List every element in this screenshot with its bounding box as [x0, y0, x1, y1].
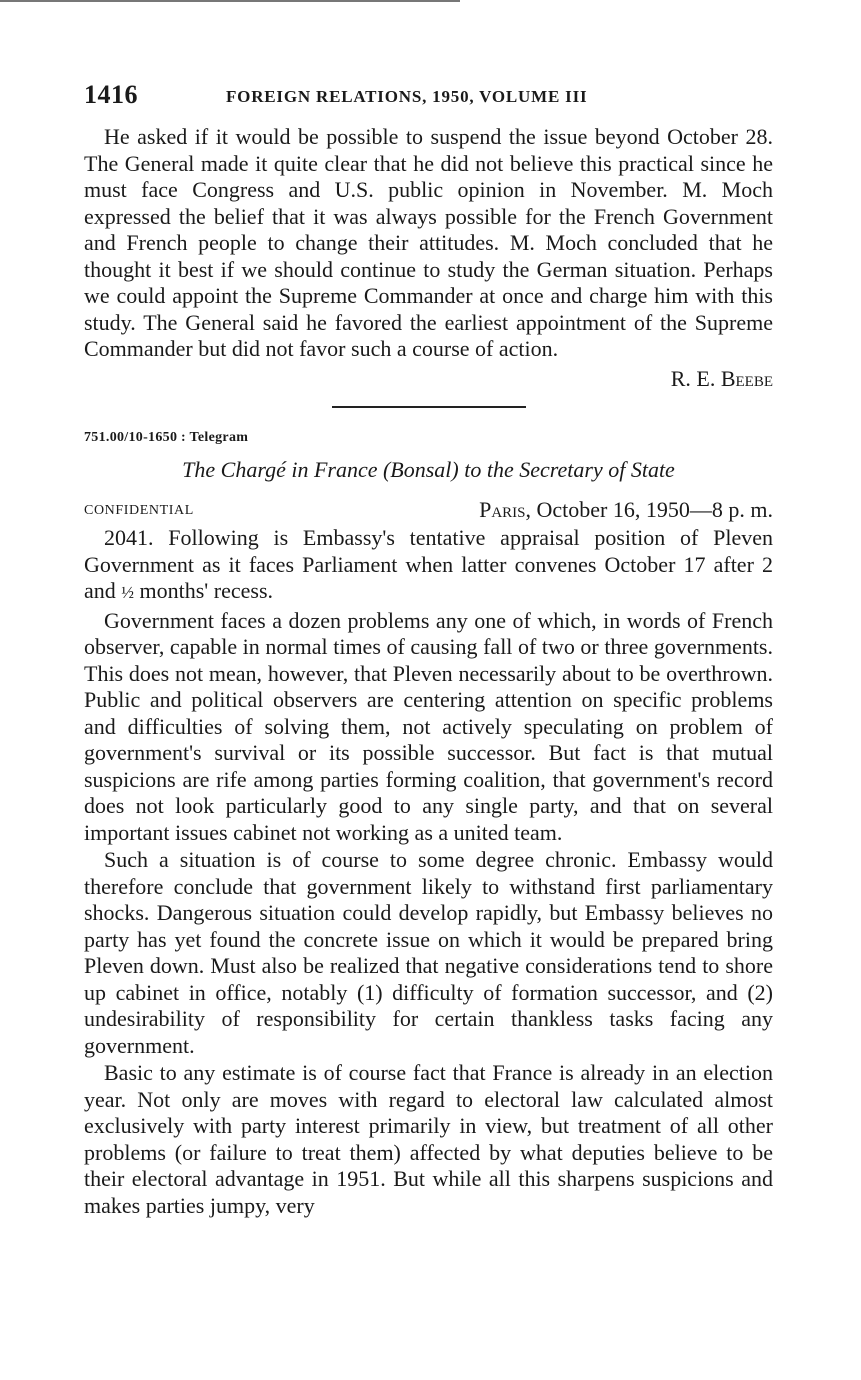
signature-surname: Beebe: [720, 365, 773, 391]
page-top-edge-rule: [0, 0, 460, 2]
classification-label: CONFIDENTIAL: [84, 503, 194, 518]
paragraph-1-text-start: 2041. Following is Embassy's tentative appraisal position of Pleven Government as it faces Parliament when latter convenes October 17 after 2 and: [84, 525, 773, 603]
document-reference: 751.00/10-1650 : Telegram: [84, 430, 249, 445]
dateline-place: Paris,: [479, 497, 532, 522]
running-title: FOREIGN RELATIONS, 1950, VOLUME III: [226, 87, 588, 106]
document-page: [84, 78, 773, 1219]
signature-initials: R. E.: [670, 365, 716, 391]
running-head: [84, 78, 773, 112]
telegram-paragraph-1: [84, 525, 773, 607]
telegram-paragraph-4: Basic to any estimate is of course fact that France is already in an election year. Not only are moves with regard to electoral law calculated almost exclusively with party interest primarily in view, but treatment of all other problems (or failure to treat them) affected by what deputies believe to be their electoral advantage in 1951. But while all this sharpens suspicions and makes parties jumpy, very: [84, 1060, 773, 1218]
dateline-date: October 16, 1950—8 p. m.: [536, 497, 773, 522]
page-number: 1416: [84, 80, 138, 109]
telegram-paragraph-2: Government faces a dozen problems any one of which, in words of French observer, capable in normal times of causing fall of two or three governments. This does not mean, however, that Pleven necessarily about to be overthrown. Public and political observers are centering attention on specific problems and difficulties of solving them, not actively speculating on problem of government's survival or its possible successor. But fact is that mutual suspicions are rife among parties forming coalition, that government's record does not look particularly good to any single party, and that on several important issues cabinet not working as a united team.: [84, 607, 773, 845]
signature: [84, 366, 773, 393]
fraction-half: ½: [121, 583, 135, 602]
classification-dateline-row: [84, 497, 773, 524]
continuation-paragraph: He asked if it would be possible to suspend the issue beyond October 28. The General made it quite clear that he did not believe this practical since he must face Congress and U.S. public opinion in November. M. Moch expressed the belief that it was always possible for the French Government and French people to change their attitudes. M. Moch concluded that he thought it best if we should continue to study the German situation. Perhaps we could appoint the Supreme Commander at once and charge him with this study. The General said he favored the earliest appointment of the Supreme Commander but did not favor such a course of action.: [84, 124, 773, 361]
document-title: The Chargé in France (Bonsal) to the Secretary of State: [182, 457, 675, 482]
dateline: [479, 497, 773, 523]
paragraph-1-text-end: months' recess.: [134, 578, 274, 603]
section-divider: [332, 406, 526, 408]
telegram-paragraph-3: Such a situation is of course to some degree chronic. Embassy would therefore conclude that government likely to withstand first parliamentary shocks. Dangerous situation could develop rapidly, but Embassy believes no party has yet found the concrete issue on which it would be prepared bring Pleven down. Must also be realized that negative considerations tend to shore up cabinet in office, notably (1) difficulty of formation successor, and (2) undesirability of responsibility for certain thankless tasks facing any government.: [84, 847, 773, 1058]
